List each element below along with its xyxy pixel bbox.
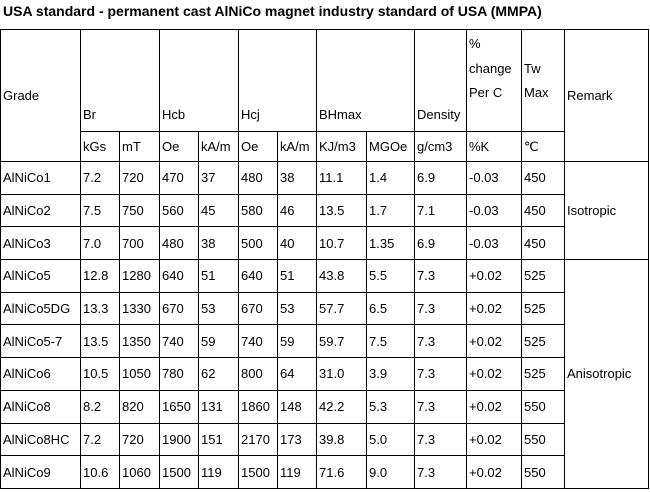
unit-cell: MGOe [367, 132, 415, 162]
value-cell: 500 [239, 227, 278, 260]
table-row [1, 162, 649, 195]
table-row [1, 260, 649, 293]
value-cell: 10.6 [81, 456, 120, 489]
value-cell: 53 [199, 292, 239, 325]
value-cell: 750 [120, 194, 160, 227]
grade-cell: AlNiCo8 [1, 390, 81, 423]
value-cell: 1500 [239, 456, 278, 489]
grade-cell: AlNiCo5 [1, 260, 81, 293]
unit-cell: Oe [160, 132, 199, 162]
value-cell: 6.9 [415, 227, 467, 260]
value-cell: 7.2 [81, 423, 120, 456]
value-cell: 550 [522, 423, 565, 456]
value-cell: 7.3 [415, 325, 467, 358]
value-cell: 71.6 [317, 456, 367, 489]
value-cell: 59.7 [317, 325, 367, 358]
value-cell: 11.1 [317, 162, 367, 195]
value-cell: 1500 [160, 456, 199, 489]
value-cell: 740 [239, 325, 278, 358]
value-cell: 740 [160, 325, 199, 358]
value-cell: 720 [120, 423, 160, 456]
grade-cell: AlNiCo8HC [1, 423, 81, 456]
value-cell: 7.3 [415, 423, 467, 456]
units-row [1, 132, 649, 162]
value-cell: 550 [522, 456, 565, 489]
value-cell: 57.7 [317, 292, 367, 325]
value-cell: 131 [199, 390, 239, 423]
value-cell: 800 [239, 358, 278, 391]
value-cell: 1650 [160, 390, 199, 423]
header-hcb: Hcb [160, 30, 239, 132]
value-cell: 1.35 [367, 227, 415, 260]
value-cell: 1280 [120, 260, 160, 293]
header-br: Br [81, 30, 160, 132]
table-row [1, 358, 649, 391]
value-cell: 480 [239, 162, 278, 195]
value-cell: 7.1 [415, 194, 467, 227]
value-cell: 62 [199, 358, 239, 391]
value-cell: -0.03 [467, 194, 522, 227]
value-cell: +0.02 [467, 423, 522, 456]
value-cell: 7.5 [367, 325, 415, 358]
table-row [1, 423, 649, 456]
value-cell: 7.0 [81, 227, 120, 260]
grade-cell: AlNiCo6 [1, 358, 81, 391]
value-cell: -0.03 [467, 227, 522, 260]
value-cell: 53 [278, 292, 317, 325]
unit-cell: ℃ [522, 132, 565, 162]
unit-cell: mT [120, 132, 160, 162]
grade-cell: AlNiCo9 [1, 456, 81, 489]
value-cell: 38 [199, 227, 239, 260]
value-cell: 1900 [160, 423, 199, 456]
header-tw: Tw Max [522, 30, 565, 132]
value-cell: 580 [239, 194, 278, 227]
value-cell: 42.2 [317, 390, 367, 423]
magnet-standard-table [0, 29, 649, 489]
value-cell: 720 [120, 162, 160, 195]
value-cell: 450 [522, 227, 565, 260]
value-cell: 525 [522, 325, 565, 358]
value-cell: 450 [522, 162, 565, 195]
table-row [1, 227, 649, 260]
value-cell: 480 [160, 227, 199, 260]
value-cell: 780 [160, 358, 199, 391]
value-cell: -0.03 [467, 162, 522, 195]
value-cell: 1860 [239, 390, 278, 423]
value-cell: +0.02 [467, 358, 522, 391]
value-cell: 2170 [239, 423, 278, 456]
value-cell: 470 [160, 162, 199, 195]
value-cell: +0.02 [467, 292, 522, 325]
grade-cell: AlNiCo1 [1, 162, 81, 195]
value-cell: 3.9 [367, 358, 415, 391]
header-remark: Remark [565, 30, 649, 162]
value-cell: 119 [278, 456, 317, 489]
value-cell: 450 [522, 194, 565, 227]
value-cell: 9.0 [367, 456, 415, 489]
value-cell: 670 [239, 292, 278, 325]
value-cell: 1050 [120, 358, 160, 391]
table-row [1, 390, 649, 423]
value-cell: 148 [278, 390, 317, 423]
grade-cell: AlNiCo2 [1, 194, 81, 227]
value-cell: 12.8 [81, 260, 120, 293]
value-cell: 5.0 [367, 423, 415, 456]
unit-cell: %K [467, 132, 522, 162]
value-cell: 38 [278, 162, 317, 195]
value-cell: 59 [278, 325, 317, 358]
header-grade: Grade [1, 30, 81, 162]
header-hcj: Hcj [239, 30, 317, 132]
table-row [1, 194, 649, 227]
value-cell: 525 [522, 260, 565, 293]
value-cell: 13.5 [317, 194, 367, 227]
page-title: USA standard - permanent cast AlNiCo magnet industry standard of USA (MMPA) [3, 3, 542, 19]
value-cell: 550 [522, 390, 565, 423]
unit-cell: Oe [239, 132, 278, 162]
value-cell: 1330 [120, 292, 160, 325]
value-cell: 7.3 [415, 456, 467, 489]
value-cell: 640 [239, 260, 278, 293]
value-cell: 51 [199, 260, 239, 293]
value-cell: +0.02 [467, 390, 522, 423]
value-cell: 46 [278, 194, 317, 227]
value-cell: 7.3 [415, 390, 467, 423]
value-cell: 7.2 [81, 162, 120, 195]
grade-cell: AlNiCo3 [1, 227, 81, 260]
value-cell: +0.02 [467, 325, 522, 358]
grade-cell: AlNiCo5DG [1, 292, 81, 325]
table-row [1, 456, 649, 489]
value-cell: 1.4 [367, 162, 415, 195]
header-change: % change Per C [467, 30, 522, 132]
table-row [1, 325, 649, 358]
value-cell: 820 [120, 390, 160, 423]
value-cell: 64 [278, 358, 317, 391]
value-cell: 5.5 [367, 260, 415, 293]
value-cell: 1.7 [367, 194, 415, 227]
value-cell: 10.7 [317, 227, 367, 260]
value-cell: 37 [199, 162, 239, 195]
value-cell: 151 [199, 423, 239, 456]
value-cell: 670 [160, 292, 199, 325]
value-cell: 43.8 [317, 260, 367, 293]
value-cell: 6.5 [367, 292, 415, 325]
value-cell: 7.3 [415, 292, 467, 325]
value-cell: 40 [278, 227, 317, 260]
value-cell: 8.2 [81, 390, 120, 423]
value-cell: 6.9 [415, 162, 467, 195]
value-cell: 51 [278, 260, 317, 293]
value-cell: 10.5 [81, 358, 120, 391]
value-cell: 119 [199, 456, 239, 489]
value-cell: 13.3 [81, 292, 120, 325]
value-cell: 1350 [120, 325, 160, 358]
value-cell: 173 [278, 423, 317, 456]
unit-cell: KJ/m3 [317, 132, 367, 162]
table-row [1, 292, 649, 325]
value-cell: 13.5 [81, 325, 120, 358]
value-cell: 59 [199, 325, 239, 358]
value-cell: 7.5 [81, 194, 120, 227]
value-cell: 39.8 [317, 423, 367, 456]
value-cell: 7.3 [415, 260, 467, 293]
value-cell: 525 [522, 292, 565, 325]
unit-cell: kA/m [199, 132, 239, 162]
value-cell: 560 [160, 194, 199, 227]
remark-isotropic: Isotropic [565, 162, 649, 260]
value-cell: 31.0 [317, 358, 367, 391]
value-cell: +0.02 [467, 260, 522, 293]
header-density: Density [415, 30, 467, 132]
value-cell: 700 [120, 227, 160, 260]
value-cell: 45 [199, 194, 239, 227]
value-cell: 7.3 [415, 358, 467, 391]
value-cell: 640 [160, 260, 199, 293]
grade-cell: AlNiCo5-7 [1, 325, 81, 358]
remark-anisotropic: Anisotropic [565, 260, 649, 489]
unit-cell: kGs [81, 132, 120, 162]
unit-cell: g/cm3 [415, 132, 467, 162]
unit-cell: kA/m [278, 132, 317, 162]
value-cell: 525 [522, 358, 565, 391]
value-cell: +0.02 [467, 456, 522, 489]
value-cell: 5.3 [367, 390, 415, 423]
header-bhmax: BHmax [317, 30, 415, 132]
header-row [1, 30, 649, 132]
value-cell: 1060 [120, 456, 160, 489]
